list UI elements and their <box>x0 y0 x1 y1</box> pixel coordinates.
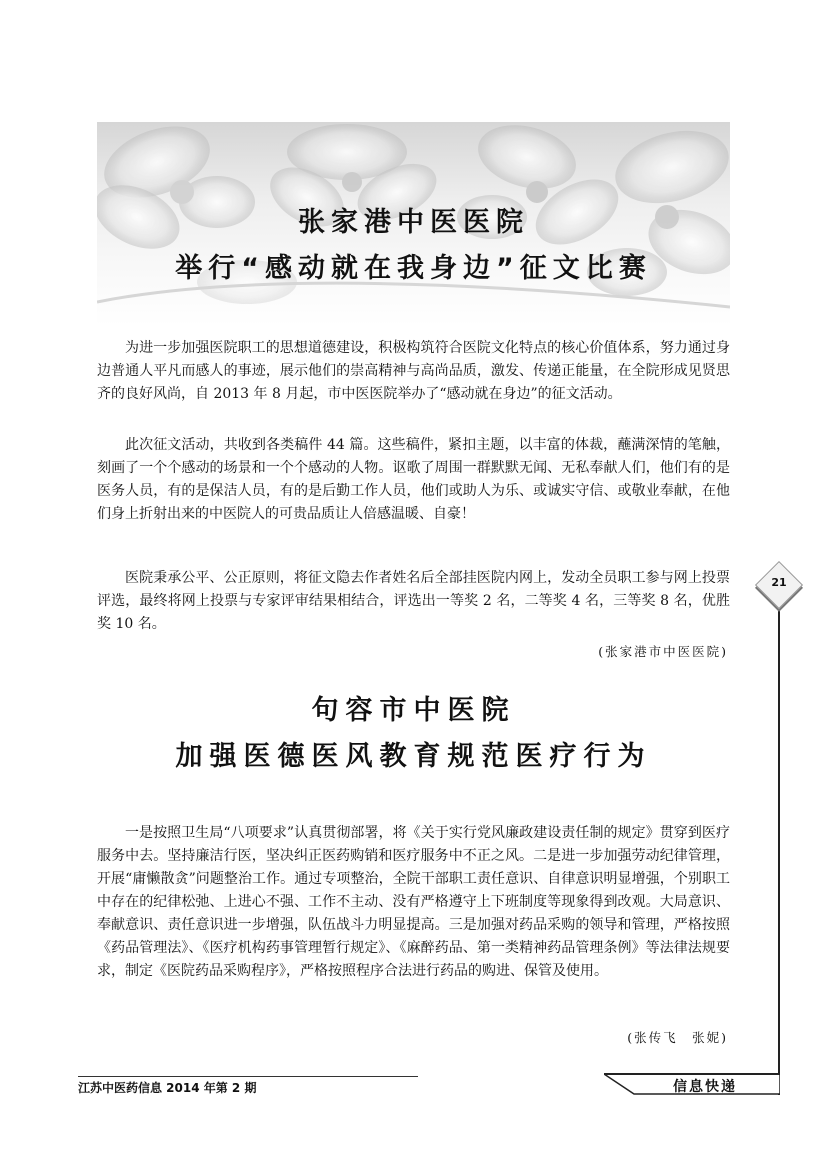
article2-title-line2: 加强医德医风教育规范医疗行为 <box>175 741 652 772</box>
article1-paragraph-1: 为进一步加强医院职工的思想道德建设，积极构筑符合医院文化特点的核心价值体系，努力通过身边普通人平凡而感人的事迹，展示他们的崇高精神与高尚品质，激发、传递正能量，在全院形成见贤思齐的良好风尚，自 2013 年 8 月起，市中医医院举办了“感动就在身边”的征文活动。 <box>97 340 730 402</box>
article2-title-line1: 句容市中医院 <box>311 695 516 726</box>
article1-paragraph-2: 此次征文活动，共收到各类稿件 44 篇。这些稿件，紧扣主题，以丰富的体裁，蘸满深情的笔触，刻画了一个个感动的场景和一个个感动的人物。讴歌了周围一群默默无闻、无私奉献人们，他们有的是医务人员，有的是保洁人员，有的是后勤工作人员，他们或助人为乐、或诚实守信、或敬业奉献，在他们身上折射出来的中医院人的可贵品质让人倍感温暖、自豪！ <box>97 437 730 522</box>
page-number: 21 <box>771 576 787 589</box>
article1-title-line1: 张家港中医医院 <box>298 207 529 238</box>
footer-rule <box>78 1076 418 1077</box>
article1-paragraph-3: 医院秉承公平、公正原则，将征文隐去作者姓名后全部挂医院内网上，发动全员职工参与网上投票评选，最终将网上投票与专家评审结果相结合，评选出一等奖 2 名，二等奖 4 名，三等奖 8 名，优胜奖 10 名。 <box>97 570 730 632</box>
article1-source: (张家港市中医医院) <box>598 644 728 659</box>
article2-source: (张传飞 张妮) <box>627 1030 728 1045</box>
right-margin-rule <box>778 590 780 1095</box>
footer-section-title: 信息快递 <box>673 1079 737 1095</box>
footer-journal-info: 江苏中医药信息 2014 年第 2 期 <box>78 1081 257 1095</box>
article2-paragraph-1: 一是按照卫生局“八项要求”认真贯彻部署，将《关于实行党风廉政建设责任制的规定》贯穿到医疗服务中去。坚持廉洁行医，坚决纠正医药购销和医疗服务中不正之风。二是进一步加强劳动纪律管理，开展“庸懒散贪”问题整治工作。通过专项整治，全院干部职工责任意识、自律意识明显增强，个别职工中存在的纪律松弛、上进心不强、工作不主动、没有严格遵守上下班制度等现象得到改观。大局意识、奉献意识、责任意识进一步增强，队伍战斗力明显提高。三是加强对药品采购的领导和管理，严格按照《药品管理法》、《医疗机构药事管理暂行规定》、《麻醉药品、第一类精神药品管理条例》等法律法规要求，制定《医院药品采购程序》，严格按照程序合法进行药品的购进、保管及使用。 <box>97 825 730 979</box>
article1-title-line2: 举行“感动就在我身边”征文比赛 <box>175 253 652 284</box>
